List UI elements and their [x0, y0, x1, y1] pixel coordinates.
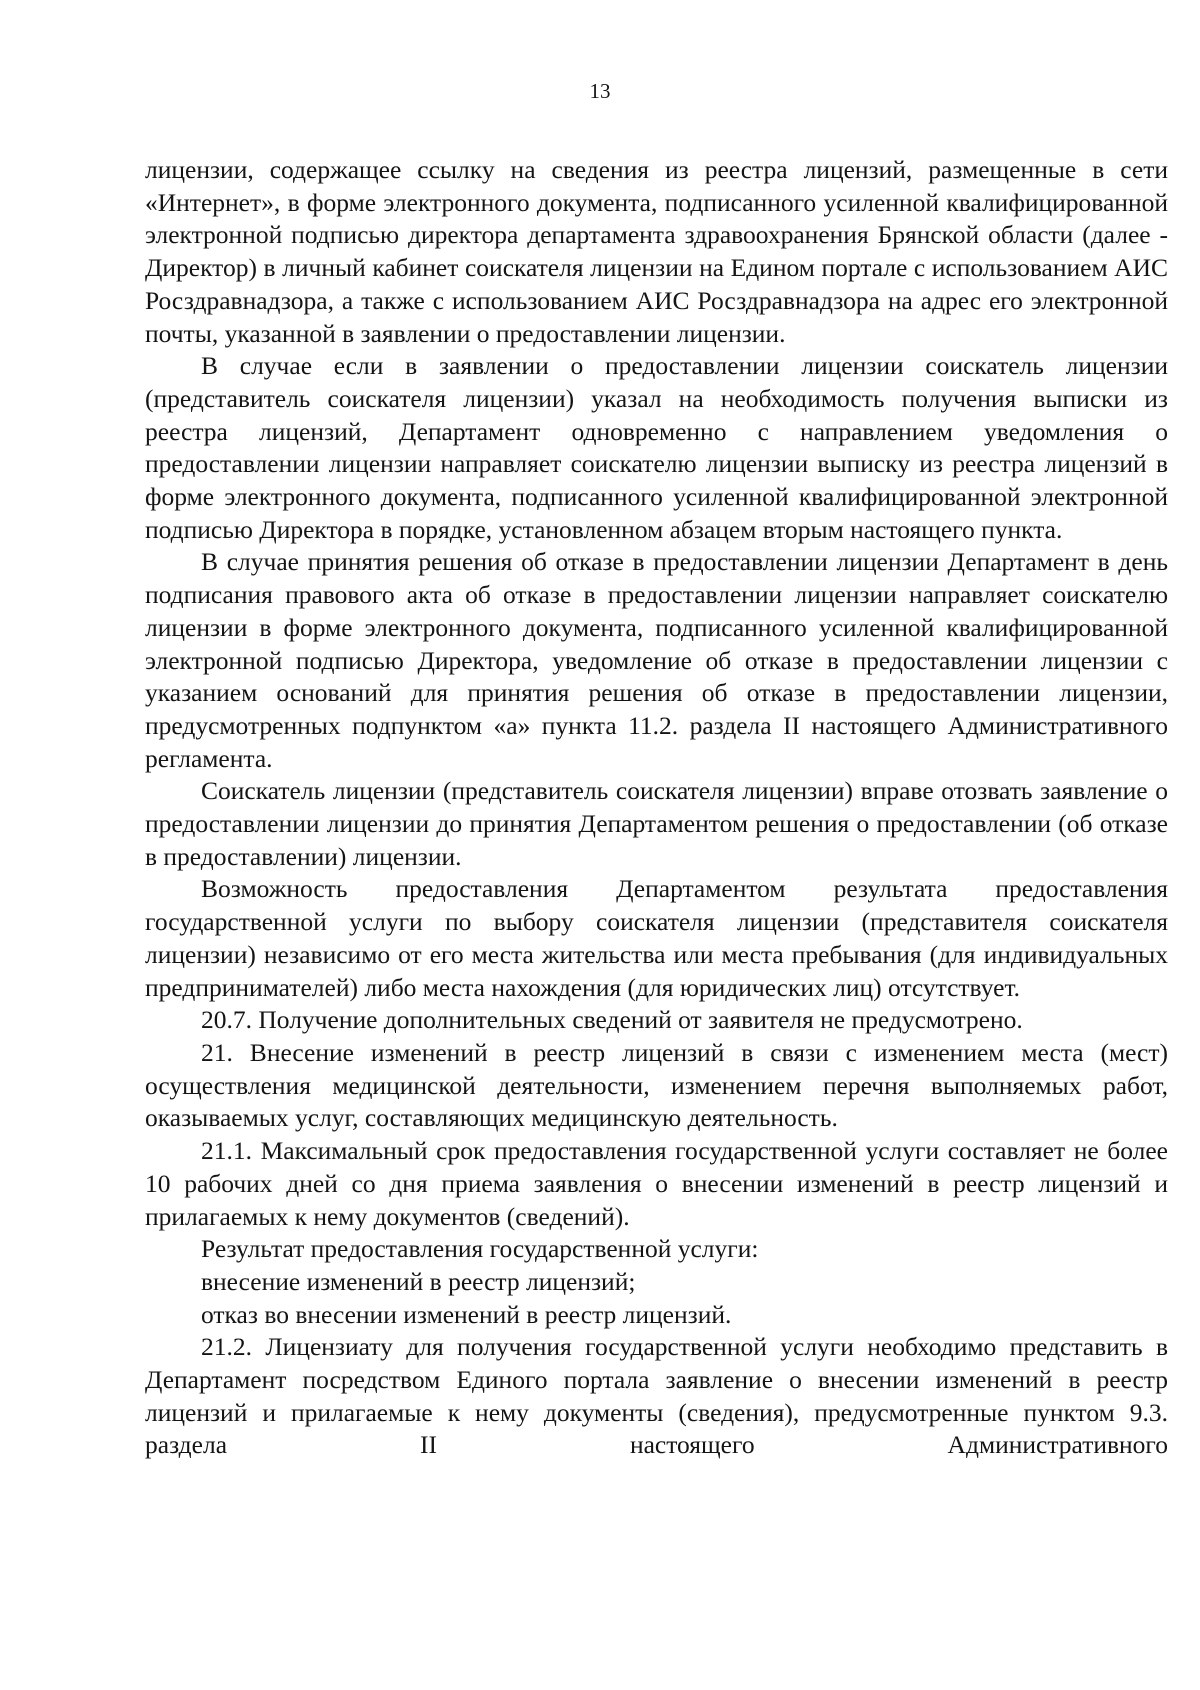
paragraph-result-option-refusal: отказ во внесении изменений в реестр лицензий.	[201, 1299, 732, 1329]
paragraph-registry-extract: В случае если в заявлении о предоставлении лицензии соискатель лицензии (представитель соискателя лицензии) указал на необходимость получения выписки из реестра лицензий, Департамент одновременно с направлением уведомления о предоставлении лицензии направляет соискателю лицензии выписку из реестра лицензий в форме электронного документа, подписанного усиленной квалифицированной электронной подписью Директора в порядке, установленном абзацем вторым настоящего пункта.	[145, 351, 1168, 544]
paragraph-refusal-notice: В случае принятия решения об отказе в предоставлении лицензии Департамент в день подписания правового акта об отказе в предоставлении лицензии направляет соискателю лицензии в форме электронного документа, подписанного усиленной квалифицированной электронной подписью Директора, уведомление об отказе в предоставлении лицензии с указанием оснований для принятия решения об отказе в предоставлении лицензии, предусмотренных подпунктом «а» пункта 11.2. раздела II настоящего Административного регламента.	[145, 547, 1168, 773]
paragraph-service-result-heading: Результат предоставления государственной услуги:	[201, 1234, 759, 1264]
document-body	[145, 154, 1168, 1462]
paragraph-20-7: 20.7. Получение дополнительных сведений от заявителя не предусмотрено.	[201, 1005, 1023, 1035]
paragraph-application-withdrawal: Соискатель лицензии (представитель соискателя лицензии) вправе отозвать заявление о предоставлении лицензии до принятия Департаментом решения о предоставлении (об отказе в предоставлении) лицензии.	[145, 776, 1168, 871]
paragraph-result-delivery: Возможность предоставления Департаментом результата предоставления государственной услуги по выбору соискателя лицензии (представителя соискателя лицензии) независимо от его места жительства или места пребывания (для индивидуальных предпринимателей) либо места нахождения (для юридических лиц) отсутствует.	[145, 874, 1168, 1002]
paragraph-result-option-changes: внесение изменений в реестр лицензий;	[201, 1266, 636, 1296]
page-number: 13	[589, 79, 611, 103]
paragraph-license-notice-continued: лицензии, содержащее ссылку на сведения из реестра лицензий, размещенные в сети «Интернет», в форме электронного документа, подписанного усиленной квалифицированной электронной подписью директора департамента здравоохранения Брянской области (далее - Директор) в личный кабинет соискателя лицензии на Едином портале с использованием АИС Росздравнадзора, а также с использованием АИС Росздравнадзора на адрес его электронной почты, указанной в заявлении о предоставлении лицензии.	[145, 155, 1168, 348]
paragraph-21: 21. Внесение изменений в реестр лицензий в связи с изменением места (мест) осуществления медицинской деятельности, изменением перечня выполняемых работ, оказываемых услуг, составляющих медицинскую деятельность.	[145, 1037, 1168, 1133]
paragraph-21-2: 21.2. Лицензиату для получения государственной услуги необходимо представить в Департамент посредством Единого портала заявление о внесении изменений в реестр лицензий и прилагаемые к нему документы (сведения), предусмотренные пунктом 9.3. раздела II настоящего Административного	[145, 1332, 1168, 1460]
paragraph-21-1: 21.1. Максимальный срок предоставления государственной услуги составляет не более 10 рабочих дней со дня приема заявления о внесении изменений в реестр лицензий и прилагаемых к нему документов (сведений).	[145, 1136, 1168, 1231]
